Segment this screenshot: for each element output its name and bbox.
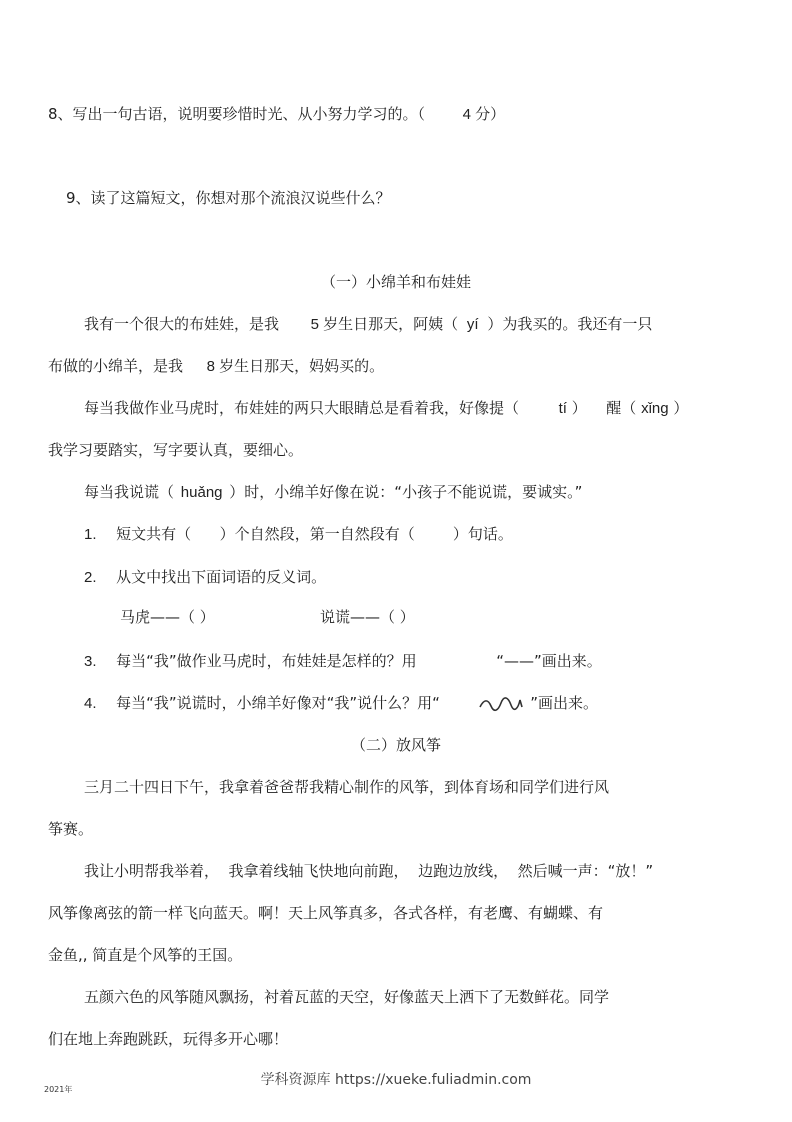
- question-9-text: 9、读了这篇短文，你想对那个流浪汉说些什么？: [66, 189, 391, 207]
- exercise-3: [84, 651, 602, 672]
- text-segment: 每当我做作业马虎时，布娃娃的两只大眼睛总是看着我，好像提（: [84, 399, 520, 417]
- text-segment: 每当我说谎（: [84, 483, 175, 501]
- story-1-paragraph-2-line-1: [84, 398, 688, 419]
- exercise-1: [84, 524, 513, 545]
- exercise-text-tail: ”画出来。: [530, 694, 599, 712]
- story-1-paragraph-3: [84, 482, 582, 503]
- text-segment: ）: [673, 399, 689, 417]
- story-2-title: （二）放风筝: [350, 736, 441, 754]
- pinyin-ti: tí: [558, 400, 567, 417]
- question-9: [66, 188, 391, 208]
- text-segment: 我有一个很大的布娃娃，是我: [84, 315, 280, 333]
- wavy-line-icon: [478, 695, 526, 713]
- exercise-text: 短文共有（ ）个自然段，第一自然段有（ ）句话。: [116, 525, 513, 543]
- text-segment: 布做的小绵羊，是我: [48, 357, 184, 375]
- story-2-paragraph-1-line-1: 三月二十四日下午，我拿着爸爸帮我精心制作的风筝，到体育场和同学们进行风: [84, 778, 610, 796]
- exercise-text: 从文中找出下面词语的反义词。: [116, 568, 327, 586]
- antonym-1: 马虎——（ ）: [120, 608, 215, 626]
- text-segment: 8 岁生日那天，妈妈买的。: [206, 358, 385, 375]
- question-8: [48, 104, 505, 125]
- text-segment: 5 岁生日那天，阿姨（: [310, 316, 459, 333]
- pinyin-yi: yí: [466, 316, 479, 333]
- question-8-score: 4 分）: [462, 106, 506, 123]
- question-8-text: 8、写出一句古语，说明要珍惜时光、从小努力学习的。（: [48, 105, 426, 123]
- footer-year: 2021年: [44, 1085, 73, 1094]
- story-2-paragraph-2-line-3: 金鱼,, 简直是个风筝的王国。: [48, 946, 243, 964]
- exercise-number: 2.: [84, 569, 97, 586]
- story-2-paragraph-2-line-2: 风筝像离弦的箭一样飞向蓝天。啊！天上风筝真多，各式各样，有老鹰、有蝴蝶、有: [48, 904, 604, 922]
- text-segment: 我学习要踏实，写字要认真，要细心。: [48, 441, 304, 459]
- exercise-text: 每当“我”说谎时，小绵羊好像对“我”说什么？用“: [116, 694, 440, 712]
- story-1-paragraph-1-line-2: [48, 356, 384, 377]
- antonym-2: 说谎——（ ）: [320, 608, 415, 626]
- exercise-4: [84, 693, 598, 714]
- footer-site: 学科资源库 https://xueke.fuliadmin.com: [260, 1072, 532, 1088]
- story-2-paragraph-1-line-2: 筝赛。: [48, 820, 94, 838]
- story-1-paragraph-2-line-2: [48, 440, 303, 460]
- story-2-paragraph-3-line-2: 们在地上奔跑跳跃，玩得多开心哪！: [48, 1030, 289, 1048]
- text-segment: ）: [571, 399, 587, 417]
- story-1-title: （一）小绵羊和布娃娃: [320, 273, 471, 291]
- pinyin-xing: xǐnɡ: [641, 400, 669, 417]
- story-2-paragraph-2-line-1: 我让小明帮我举着， 我拿着线轴飞快地向前跑， 边跑边放线， 然后喊一声：“放！”: [84, 862, 654, 880]
- exercise-number: 1.: [84, 526, 97, 543]
- text-segment: 醒（: [606, 399, 637, 417]
- text-segment: ）时，小绵羊好像在说：“小孩子不能说谎，要诚实。”: [229, 483, 583, 501]
- exercise-number: 3.: [84, 653, 97, 670]
- exercise-number: 4.: [84, 695, 97, 712]
- exercise-2: [84, 567, 326, 588]
- exercise-text-tail: “——”画出来。: [496, 652, 602, 670]
- story-1-paragraph-1-line-1: [84, 314, 652, 335]
- exercise-text: 每当“我”做作业马虎时，布娃娃是怎样的？用: [116, 652, 417, 670]
- story-2-paragraph-3-line-1: 五颜六色的风筝随风飘扬，衬着瓦蓝的天空，好像蓝天上洒下了无数鲜花。同学: [84, 988, 610, 1006]
- pinyin-huang: huǎnɡ: [180, 484, 223, 501]
- text-segment: ）为我买的。我还有一只: [487, 315, 653, 333]
